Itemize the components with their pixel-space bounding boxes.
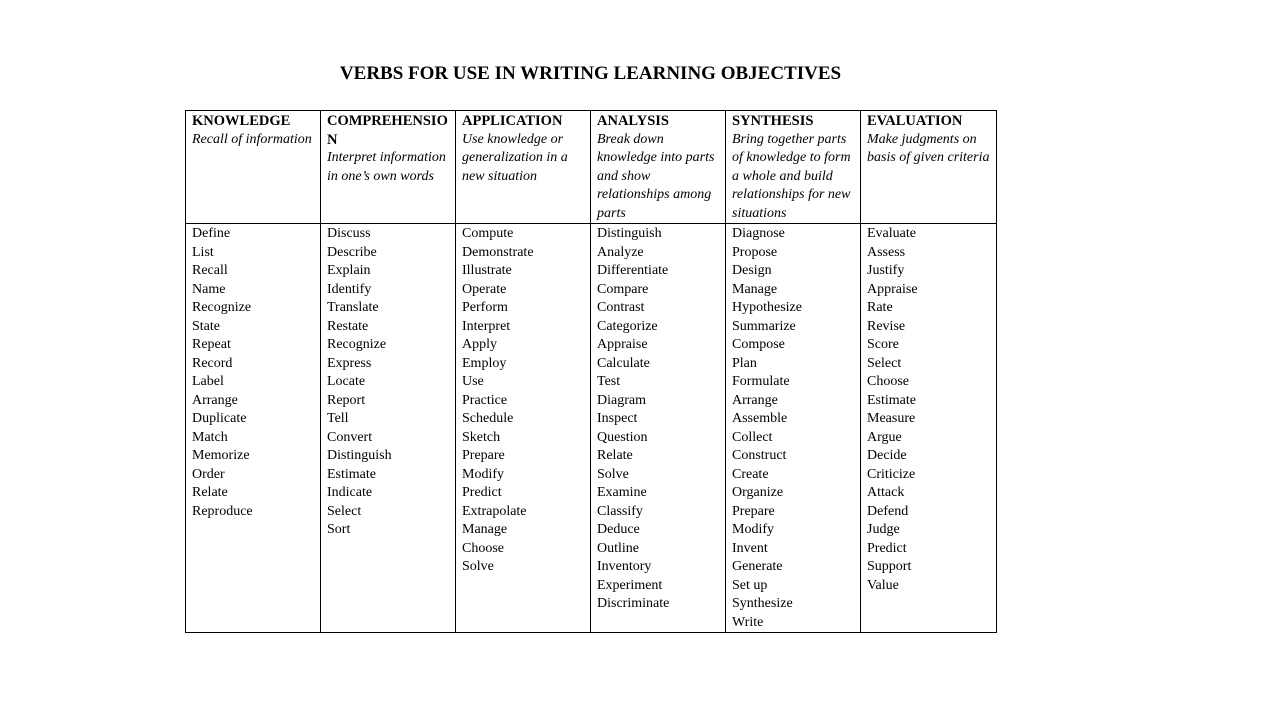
verb-item: Calculate — [597, 355, 650, 371]
column-description: Bring together parts of knowledge to form a whole and build relationships for new situations — [732, 131, 851, 221]
verb-item: Interpret — [462, 318, 511, 334]
column-description: Break down knowledge into parts and show relationships among parts — [597, 131, 715, 221]
verb-item: Prepare — [462, 448, 505, 463]
verb-item: Recognize — [192, 300, 252, 315]
verb-item: Value — [867, 577, 899, 593]
verb-item: Summarize — [732, 318, 796, 334]
verb-item: Sketch — [462, 429, 501, 445]
verb-item: Indicate — [327, 485, 373, 500]
verb-item: Select — [327, 503, 362, 519]
verb-item: State — [192, 318, 220, 334]
verb-item: Memorize — [192, 448, 250, 463]
verb-item: Match — [192, 429, 228, 445]
verb-item: Score — [867, 337, 899, 352]
verb-item: Compare — [597, 281, 649, 297]
verb-item: Solve — [462, 559, 494, 574]
verb-item: Estimate — [327, 466, 376, 482]
verb-item: Distinguish — [597, 226, 662, 241]
verb-item: Practice — [462, 392, 508, 408]
verb-item: Arrange — [732, 392, 778, 408]
verb-item: Attack — [867, 485, 905, 500]
verb-list — [867, 225, 991, 595]
verb-item: Solve — [597, 466, 629, 482]
verb-item: Decide — [867, 448, 907, 463]
verb-item: Compose — [732, 337, 785, 352]
verbs-cell-synthesis — [726, 224, 861, 633]
column-heading: EVALUATION — [867, 113, 963, 129]
column-description: Recall of information — [192, 131, 312, 147]
header-cell-analysis — [591, 111, 726, 224]
verb-item: Create — [732, 466, 769, 482]
verbs-table — [185, 110, 997, 633]
column-heading: SYNTHESIS — [732, 113, 814, 129]
verb-item: Question — [597, 429, 648, 445]
verb-item: Differentiate — [597, 263, 669, 278]
verb-item: Report — [327, 392, 366, 408]
verb-item: Illustrate — [462, 263, 512, 278]
verb-item: Operate — [462, 281, 507, 297]
verb-item: Prepare — [732, 503, 775, 519]
verb-item: Diagnose — [732, 226, 785, 241]
verb-item: Tell — [327, 411, 349, 426]
verb-item: Diagram — [597, 392, 646, 408]
column-description: Use knowledge or generalization in a new situation — [462, 131, 568, 184]
verb-list — [597, 225, 720, 614]
header-cell-application — [456, 111, 591, 224]
verbs-cell-comprehension — [321, 224, 456, 633]
verb-item: Relate — [192, 485, 228, 500]
verb-item: Evaluate — [867, 226, 916, 241]
verb-item: Predict — [462, 485, 502, 500]
verb-item: Label — [192, 374, 224, 389]
verb-item: Apply — [462, 337, 497, 352]
verb-item: Classify — [597, 503, 643, 519]
column-heading: KNOWLEDGE — [192, 113, 291, 129]
verb-item: Defend — [867, 503, 909, 519]
verb-item: Test — [597, 374, 621, 389]
verb-item: Modify — [732, 522, 774, 537]
verb-item: Generate — [732, 559, 783, 574]
verb-list — [462, 225, 585, 577]
verb-item: Argue — [867, 429, 902, 445]
verb-item: Contrast — [597, 300, 645, 315]
verb-item: Formulate — [732, 374, 790, 389]
verb-item: Propose — [732, 244, 778, 260]
verbs-cell-analysis — [591, 224, 726, 633]
column-description: Make judgments on basis of given criteria — [867, 131, 990, 165]
verb-item: Organize — [732, 485, 784, 500]
verb-item: Locate — [327, 374, 366, 389]
verb-item: Construct — [732, 448, 787, 463]
verb-item: Duplicate — [192, 411, 247, 426]
verb-item: Schedule — [462, 411, 514, 426]
table-body-row — [186, 224, 997, 633]
verbs-cell-application — [456, 224, 591, 633]
verb-item: Collect — [732, 429, 773, 445]
verb-item: Recognize — [327, 337, 387, 352]
verb-item: Choose — [867, 374, 909, 389]
verb-item: Experiment — [597, 577, 663, 593]
column-heading: APPLICATION — [462, 113, 563, 129]
verb-item: Sort — [327, 522, 351, 537]
verb-item: Modify — [462, 466, 504, 482]
verb-item: Relate — [597, 448, 633, 463]
verb-item: Perform — [462, 300, 508, 315]
verb-item: Manage — [462, 522, 508, 537]
verb-item: Extrapolate — [462, 503, 527, 519]
verb-item: Arrange — [192, 392, 238, 408]
header-cell-synthesis — [726, 111, 861, 224]
verb-item: Write — [732, 614, 764, 630]
column-heading: ANALYSIS — [597, 113, 669, 129]
verb-item: Inventory — [597, 559, 652, 574]
header-cell-evaluation — [861, 111, 997, 224]
verb-item: Rate — [867, 300, 893, 315]
verb-item: Order — [192, 466, 225, 482]
verb-item: Reproduce — [192, 503, 253, 519]
verb-item: Express — [327, 355, 372, 371]
verbs-cell-knowledge — [186, 224, 321, 633]
verb-item: Examine — [597, 485, 647, 500]
verb-item: Recall — [192, 263, 228, 278]
verb-item: Judge — [867, 522, 900, 537]
table-header-row — [186, 111, 997, 224]
verb-item: Set up — [732, 577, 768, 593]
verb-item: Categorize — [597, 318, 658, 334]
verb-item: Assess — [867, 244, 906, 260]
verb-item: Synthesize — [732, 596, 793, 611]
verb-item: Choose — [462, 540, 504, 556]
verb-item: Translate — [327, 300, 379, 315]
verb-list — [192, 225, 315, 521]
verb-item: Convert — [327, 429, 373, 445]
verb-item: Design — [732, 263, 772, 278]
verb-item: Name — [192, 281, 226, 297]
verb-item: Estimate — [867, 392, 916, 408]
verb-item: Demonstrate — [462, 244, 534, 260]
verb-item: Define — [192, 226, 231, 241]
verb-item: Hypothesize — [732, 300, 802, 315]
verb-item: Restate — [327, 318, 369, 334]
verb-item: Appraise — [867, 281, 918, 297]
verb-list — [732, 225, 855, 632]
verb-item: Record — [192, 355, 233, 371]
verb-item: Inspect — [597, 411, 638, 426]
verb-item: Employ — [462, 355, 507, 371]
verb-item: Justify — [867, 263, 905, 278]
verb-item: Revise — [867, 318, 906, 334]
verb-item: Analyze — [597, 244, 644, 260]
verb-item: Appraise — [597, 337, 648, 352]
verb-item: Use — [462, 374, 484, 389]
verb-item: Measure — [867, 411, 916, 426]
verb-item: Explain — [327, 263, 371, 278]
verb-item: List — [192, 244, 214, 260]
header-cell-knowledge — [186, 111, 321, 224]
verb-item: Repeat — [192, 337, 231, 352]
column-description: Interpret information in one’s own words — [327, 150, 446, 184]
verb-item: Compute — [462, 226, 514, 241]
verb-item: Select — [867, 355, 902, 371]
verb-item: Predict — [867, 540, 907, 556]
verb-list — [327, 225, 450, 540]
verb-item: Assemble — [732, 411, 788, 426]
verb-item: Distinguish — [327, 448, 392, 463]
verb-item: Plan — [732, 355, 757, 371]
header-cell-comprehension — [321, 111, 456, 224]
verb-item: Support — [867, 559, 912, 574]
verb-item: Identify — [327, 281, 372, 297]
verb-item: Criticize — [867, 466, 916, 482]
verb-item: Outline — [597, 540, 639, 556]
document-title: VERBS FOR USE IN WRITING LEARNING OBJECTIVES — [339, 63, 842, 84]
verb-item: Describe — [327, 244, 377, 260]
verb-item: Discuss — [327, 226, 371, 241]
verb-item: Discriminate — [597, 596, 670, 611]
verb-item: Invent — [732, 540, 768, 556]
column-heading: COMPREHENSION — [327, 113, 448, 148]
verb-item: Manage — [732, 281, 778, 297]
verb-item: Deduce — [597, 522, 640, 537]
verbs-cell-evaluation — [861, 224, 997, 633]
